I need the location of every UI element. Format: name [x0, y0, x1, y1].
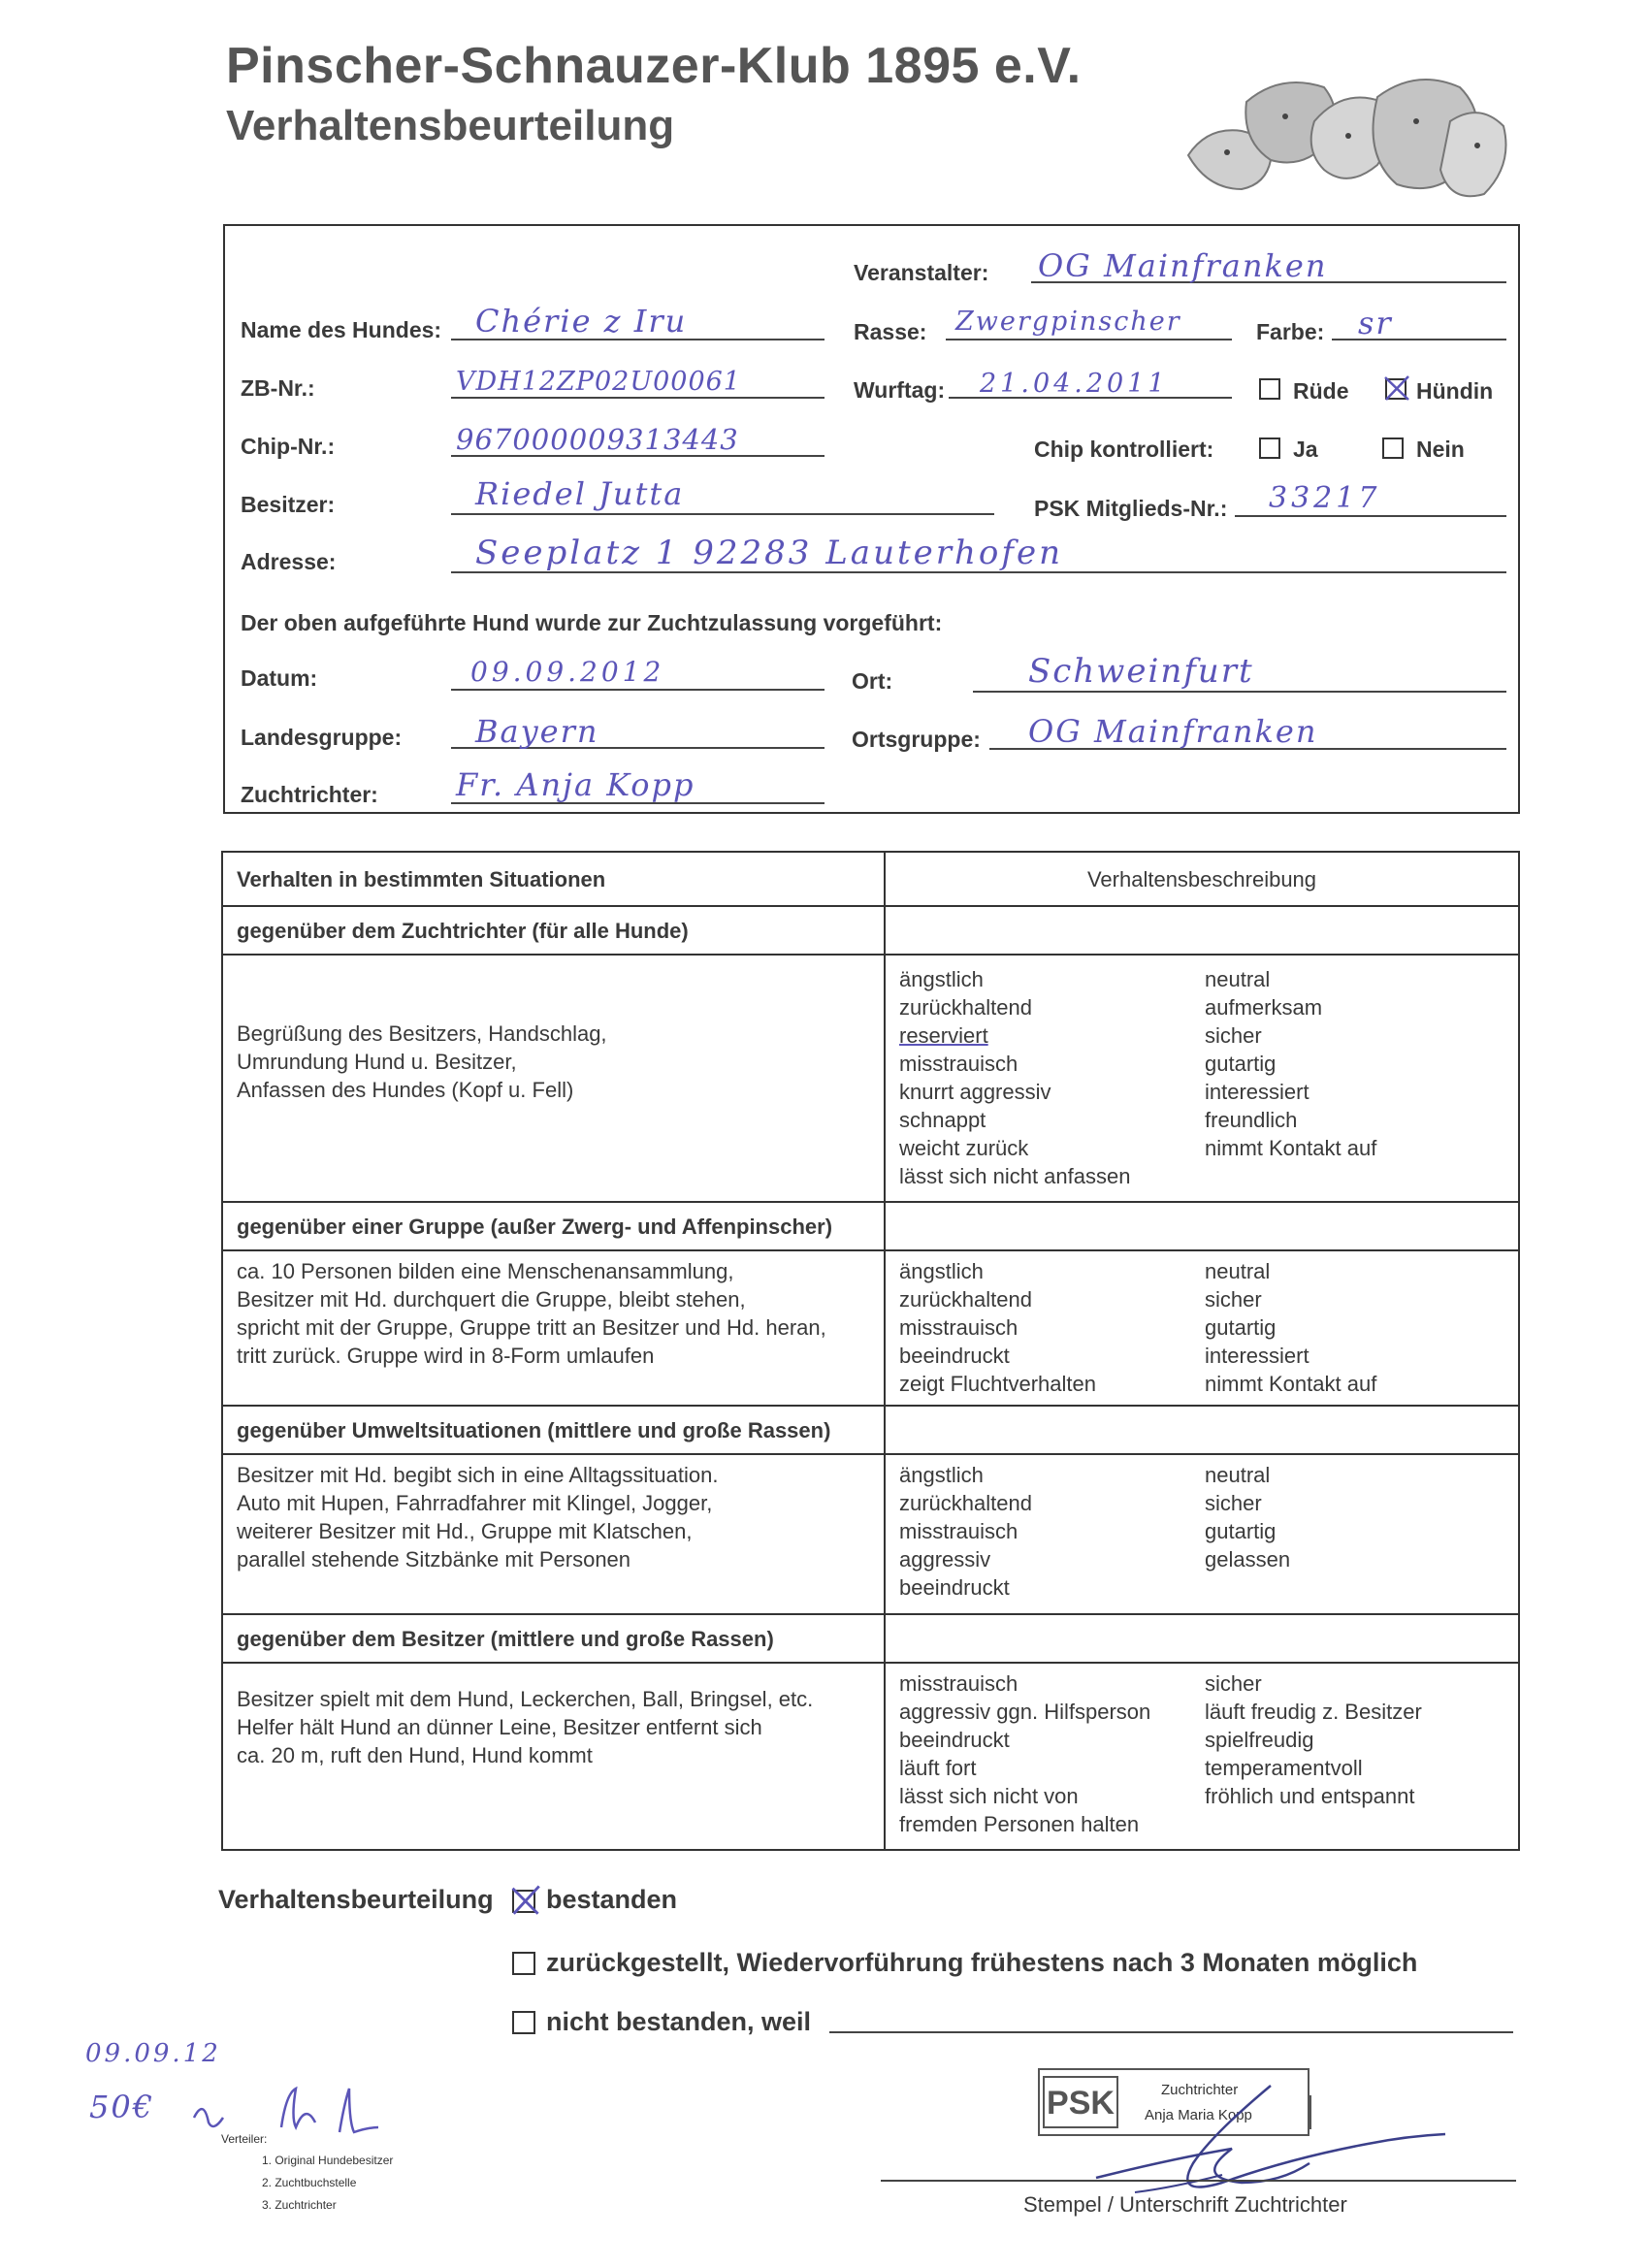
- section-title-group-blank: [885, 1202, 1519, 1250]
- option-item: misstrauisch: [899, 1315, 1018, 1340]
- psk-member-line: [1235, 515, 1506, 517]
- option-item: ängstlich: [899, 1259, 984, 1283]
- ruede-label: Rüde: [1293, 378, 1349, 404]
- option-item: zurückhaltend: [899, 1491, 1032, 1515]
- option-item: schnappt: [899, 1108, 986, 1132]
- rasse-label: Rasse:: [854, 319, 927, 344]
- date-label: Datum:: [241, 665, 318, 691]
- option-item: ängstlich: [899, 1463, 984, 1487]
- farbe-label: Farbe:: [1256, 319, 1325, 344]
- stamp-name: Anja Maria Kopp: [1145, 2107, 1252, 2123]
- document-title: Verhaltensbeurteilung: [226, 102, 675, 149]
- behavior-table: [221, 851, 1520, 1851]
- chip-yes-label: Ja: [1293, 437, 1318, 462]
- descriptions-owner: [885, 1663, 1519, 1850]
- veranstalter-label: Veranstalter:: [854, 260, 989, 285]
- option-item: aggressiv: [899, 1547, 991, 1571]
- handwritten-date: 09.09.12: [85, 2039, 221, 2068]
- address-label: Adresse:: [241, 549, 337, 574]
- option-item: interessiert: [1205, 1344, 1310, 1368]
- signature-caption: Stempel / Unterschrift Zuchtrichter: [1023, 2192, 1347, 2217]
- description-header: Verhaltensbeschreibung: [885, 852, 1519, 906]
- regional-group-value: Bayern: [475, 713, 599, 750]
- option-item: beeindruckt: [899, 1575, 1010, 1600]
- option-item: knurrt aggressiv: [899, 1080, 1051, 1104]
- option-item: sicher: [1205, 1023, 1262, 1048]
- option-item: sicher: [1205, 1491, 1262, 1515]
- dog-heads-logo: [1169, 63, 1518, 223]
- date-value: 09.09.2012: [470, 656, 665, 688]
- option-item: misstrauisch: [899, 1052, 1018, 1076]
- judge-value: Fr. Anja Kopp: [456, 766, 695, 803]
- situation-owner: Besitzer spielt mit dem Hund, Leckerchen, Ball, Bringsel, etc. Helfer hält Hund an dünner Leine, Besitzer entfernt sich ca. 20 m, ruft den Hund, Hund kommt: [222, 1663, 885, 1850]
- option-item: neutral: [1205, 967, 1271, 991]
- chip-yes-checkbox[interactable]: [1259, 437, 1280, 459]
- location-line: [973, 691, 1506, 693]
- veranstalter-value: OG Mainfranken: [1038, 247, 1328, 284]
- result-label: Verhaltensbeurteilung: [218, 1885, 494, 1914]
- handwritten-fee: 50€: [89, 2089, 155, 2125]
- deferred-label: zurückgestellt, Wiedervorführung frühestens nach 3 Monaten möglich: [546, 1948, 1418, 1977]
- zb-number-label: ZB-Nr.:: [241, 375, 315, 401]
- option-item: neutral: [1205, 1259, 1271, 1283]
- option-item: läuft fort: [899, 1756, 977, 1780]
- wurftag-value: 21.04.2011: [980, 369, 1169, 399]
- descriptions-judge: [885, 955, 1519, 1202]
- address-value: Seeplatz 1 92283 Lauterhofen: [475, 534, 1063, 572]
- section-title-owner-blank: [885, 1614, 1519, 1663]
- regional-group-label: Landesgruppe:: [241, 725, 403, 750]
- option-item: lässt sich nicht anfassen: [899, 1164, 1131, 1188]
- option-item: nimmt Kontakt auf: [1205, 1372, 1377, 1396]
- section-title-environment-blank: [885, 1406, 1519, 1454]
- judge-label: Zuchtrichter:: [241, 782, 378, 807]
- farbe-value: sr: [1358, 305, 1393, 341]
- option-item: lässt sich nicht von: [899, 1784, 1079, 1808]
- distribution-item: 3. Zuchtrichter: [262, 2198, 337, 2212]
- judge-signature: [1077, 2076, 1465, 2212]
- option-item: weicht zurück: [899, 1136, 1029, 1160]
- descriptions-group: [885, 1250, 1519, 1406]
- rasse-line: [946, 339, 1232, 340]
- dog-name-value: Chérie z Iru: [475, 303, 688, 340]
- situation-judge: Begrüßung des Besitzers, Handschlag, Umrundung Hund u. Besitzer, Anfassen des Hundes (Kopf u. Fell): [222, 955, 885, 1202]
- option-item: gutartig: [1205, 1052, 1277, 1076]
- failed-reason-line: [829, 2031, 1513, 2033]
- psk-member-label: PSK Mitglieds-Nr.:: [1034, 496, 1228, 521]
- handwritten-initials: [170, 2084, 403, 2142]
- option-item: misstrauisch: [899, 1519, 1018, 1543]
- signature-line: [881, 2180, 1516, 2182]
- section-title-environment: gegenüber Umweltsituationen (mittlere und große Rassen): [222, 1406, 885, 1454]
- option-item: gelassen: [1205, 1547, 1291, 1571]
- option-item: sicher: [1205, 1671, 1262, 1696]
- owner-label: Besitzer:: [241, 492, 336, 517]
- psk-member-value: 33217: [1269, 481, 1381, 515]
- owner-value: Riedel Jutta: [475, 475, 685, 512]
- chip-no-checkbox[interactable]: [1382, 437, 1404, 459]
- wurftag-label: Wurftag:: [854, 377, 946, 403]
- option-item: neutral: [1205, 1463, 1271, 1487]
- distribution-item: 2. Zuchtbuchstelle: [262, 2176, 357, 2189]
- owner-line: [451, 513, 994, 515]
- situation-group: ca. 10 Personen bilden eine Menschenansammlung, Besitzer mit Hd. durchquert die Gruppe, bleibt stehen, spricht mit der Gruppe, Gruppe tritt an Besitzer und Hd. heran, tritt zurück. Gruppe wird in 8-Form umlaufen: [222, 1250, 885, 1406]
- option-item: fröhlich und entspannt: [1205, 1784, 1415, 1808]
- huendin-label: Hündin: [1416, 378, 1494, 404]
- distribution-label: Verteiler:: [221, 2132, 268, 2146]
- section-title-group: gegenüber einer Gruppe (außer Zwerg- und Affenpinscher): [222, 1202, 885, 1250]
- failed-checkbox[interactable]: [512, 2011, 535, 2034]
- section-title-owner: gegenüber dem Besitzer (mittlere und große Rassen): [222, 1614, 885, 1663]
- option-item: fremden Personen halten: [899, 1812, 1140, 1836]
- stamp-title: Zuchtrichter: [1161, 2082, 1239, 2098]
- huendin-check-mark: [1382, 373, 1411, 403]
- option-item: freundlich: [1205, 1108, 1298, 1132]
- option-item-selected: reserviert: [899, 1023, 988, 1048]
- location-value: Schweinfurt: [1028, 652, 1254, 691]
- zb-number-value: VDH12ZP02U00061: [456, 367, 741, 397]
- option-item: temperamentvoll: [1205, 1756, 1363, 1780]
- distribution-item: 1. Original Hundebesitzer: [262, 2154, 394, 2167]
- option-item: zurückhaltend: [899, 995, 1032, 1020]
- section-title-judge-blank: [885, 906, 1519, 955]
- rasse-value: Zwergpinscher: [955, 307, 1181, 337]
- option-item: aufmerksam: [1205, 995, 1323, 1020]
- zb-number-line: [451, 397, 824, 399]
- organization-name: Pinscher-Schnauzer-Klub 1895 e.V.: [226, 38, 1082, 94]
- local-group-label: Ortsgruppe:: [852, 727, 981, 752]
- chip-no-label: Nein: [1416, 437, 1465, 462]
- option-item: zurückhaltend: [899, 1287, 1032, 1312]
- failed-label: nicht bestanden, weil: [546, 2007, 812, 2036]
- option-item: gutartig: [1205, 1519, 1277, 1543]
- option-item: gutartig: [1205, 1315, 1277, 1340]
- option-item: beeindruckt: [899, 1728, 1010, 1752]
- option-item: läuft freudig z. Besitzer: [1205, 1700, 1422, 1724]
- presentation-statement: Der oben aufgeführte Hund wurde zur Zuchtzulassung vorgeführt:: [241, 610, 943, 635]
- descriptions-environment: [885, 1454, 1519, 1614]
- chip-number-label: Chip-Nr.:: [241, 434, 336, 459]
- passed-label: bestanden: [546, 1885, 678, 1914]
- ruede-checkbox[interactable]: [1259, 378, 1280, 400]
- dog-info-frame: [223, 224, 1520, 814]
- option-item: nimmt Kontakt auf: [1205, 1136, 1377, 1160]
- situation-environment: Besitzer mit Hd. begibt sich in eine Alltagssituation. Auto mit Hupen, Fahrradfahrer mit Klingel, Jogger, weiterer Besitzer mit Hd., Gruppe mit Klatschen, parallel stehende Sitzbänke mit Personen: [222, 1454, 885, 1614]
- location-label: Ort:: [852, 668, 893, 694]
- option-item: ängstlich: [899, 967, 984, 991]
- local-group-value: OG Mainfranken: [1028, 713, 1318, 750]
- option-item: beeindruckt: [899, 1344, 1010, 1368]
- option-item: misstrauisch: [899, 1671, 1018, 1696]
- option-item: zeigt Fluchtverhalten: [899, 1372, 1096, 1396]
- passed-check-mark: [508, 1883, 541, 1916]
- option-item: interessiert: [1205, 1080, 1310, 1104]
- dog-name-label: Name des Hundes:: [241, 317, 442, 342]
- deferred-checkbox[interactable]: [512, 1952, 535, 1975]
- chip-number-value: 967000009313443: [456, 423, 739, 456]
- date-line: [451, 689, 824, 691]
- option-item: sicher: [1205, 1287, 1262, 1312]
- option-item: spielfreudig: [1205, 1728, 1314, 1752]
- chip-controlled-label: Chip kontrolliert:: [1034, 437, 1214, 462]
- situations-header: Verhalten in bestimmten Situationen: [222, 852, 885, 906]
- section-title-judge: gegenüber dem Zuchtrichter (für alle Hunde): [222, 906, 885, 955]
- psk-stamp-logo: PSK: [1043, 2076, 1118, 2128]
- option-item: aggressiv ggn. Hilfsperson: [899, 1700, 1151, 1724]
